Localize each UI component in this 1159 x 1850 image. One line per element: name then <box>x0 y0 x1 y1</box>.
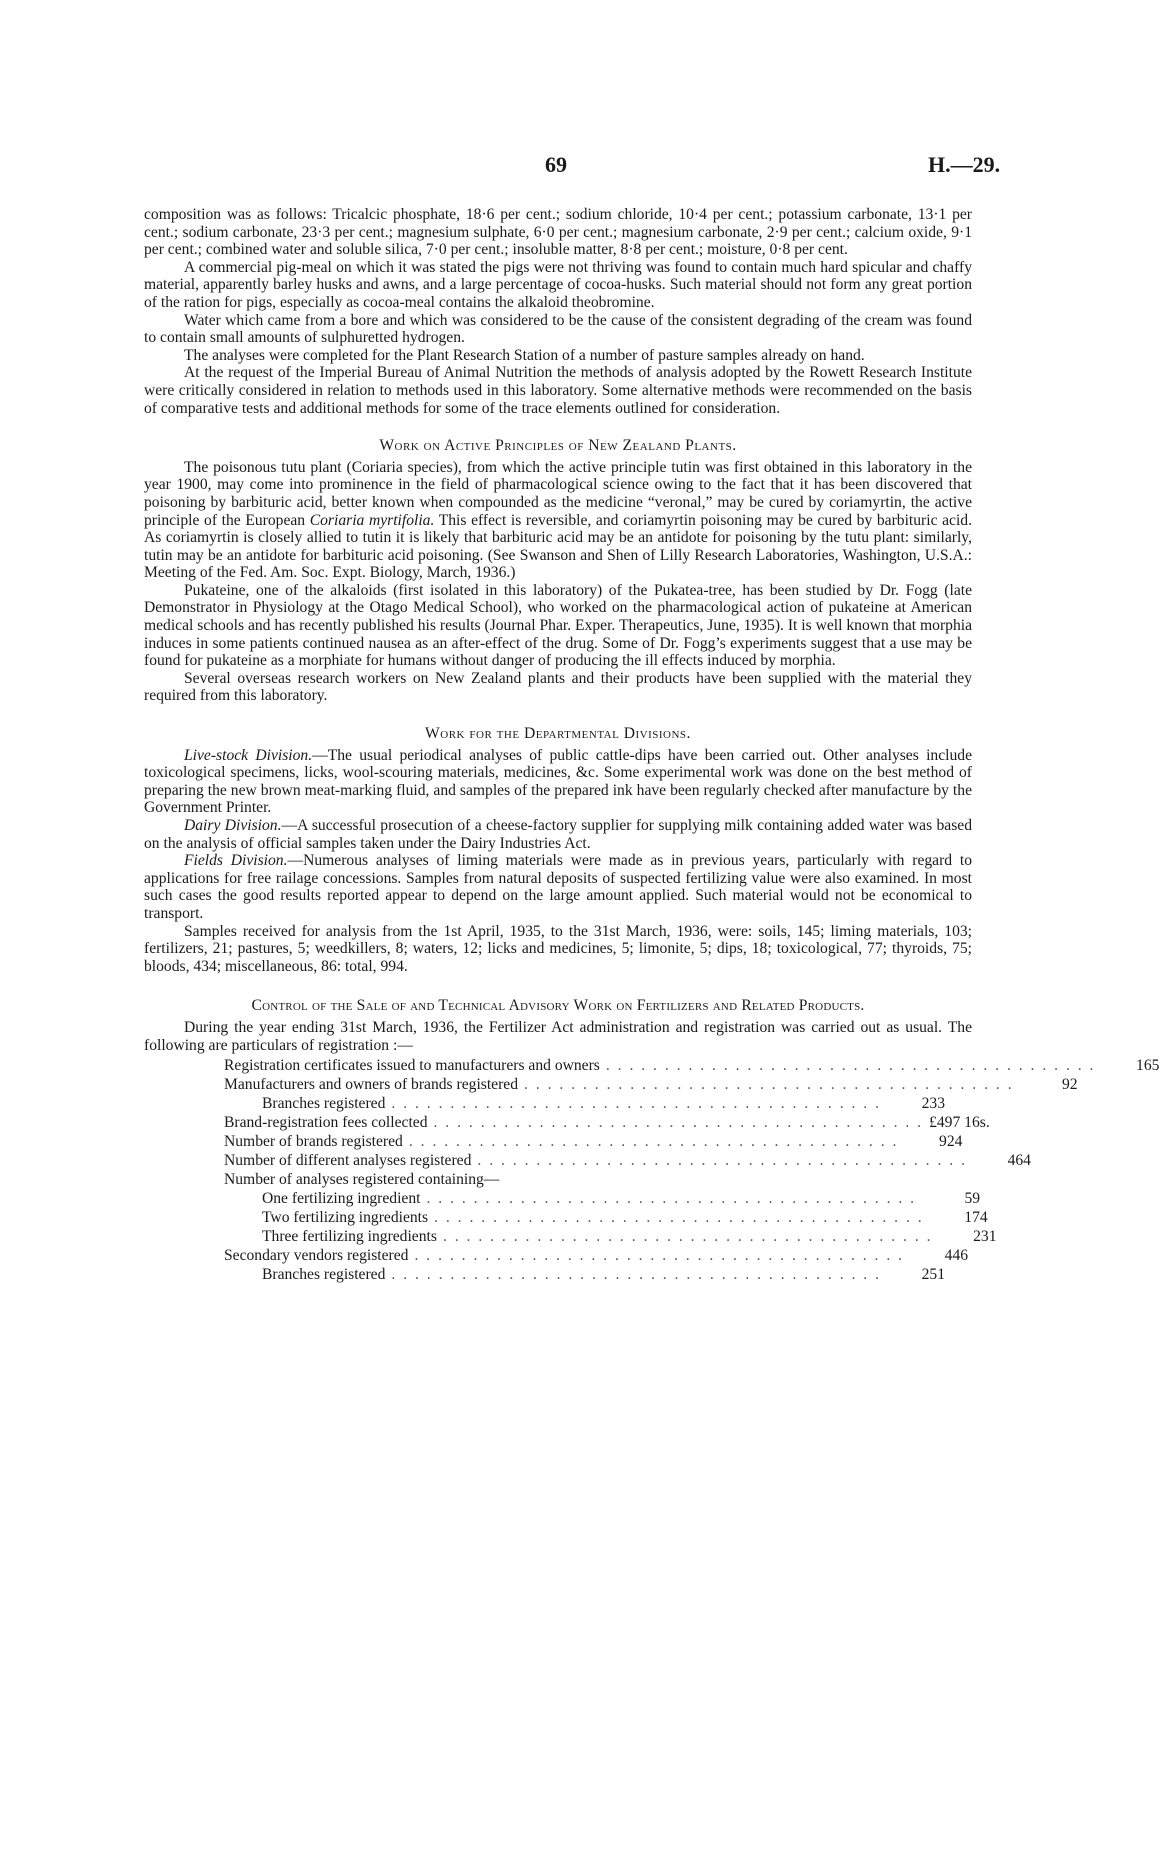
row-value: £497 16s. <box>929 1114 990 1132</box>
table-row: Manufacturers and owners of brands registered . . . . . . . . . . . . . . . . . . . . . . . . . . . . . . . . . . . . . . . . . . 92 <box>224 1076 1078 1094</box>
row-value: 231 <box>973 1228 997 1246</box>
row-label: One fertilizing ingredient <box>262 1190 421 1208</box>
paragraph-dairy <box>144 817 972 852</box>
dairy-text: —A successful prosecution of a cheese-factory supplier for supplying milk containing added water was based on the analysis of official samples taken under the Dairy Industries Act. <box>144 817 972 852</box>
paragraph-fertilizer-act: During the year ending 31st March, 1936, the Fertilizer Act administration and registration was carried out as usual. The following are particulars of registration :— <box>144 1018 972 1054</box>
table-row <box>224 1171 896 1190</box>
species-name: Coriaria myrtifolia. <box>309 511 435 529</box>
row-label: Secondary vendors registered <box>224 1247 409 1265</box>
row-label: Manufacturers and owners of brands registered <box>224 1076 519 1094</box>
row-value: 233 <box>921 1095 945 1113</box>
table-row: Branches registered . . . . . . . . . . . . . . . . . . . . . . . . . . . . . . . . . . . . . . . . . . 251 <box>262 1266 945 1284</box>
table-row: Secondary vendors registered . . . . . . . . . . . . . . . . . . . . . . . . . . . . . . . . . . . . . . . . . . 446 <box>224 1247 969 1265</box>
paragraph-fields <box>144 852 972 922</box>
row-label: Registration certificates issued to manufacturers and owners <box>224 1057 600 1075</box>
paragraph-imperial-bureau: At the request of the Imperial Bureau of Animal Nutrition the methods of analysis adopted by the Rowett Research Institute were critically considered in relation to methods used in this laboratory. Some alternative methods were recommended on the basis of comparative tests and additional methods for some of the trace elements outlined for consideration. <box>144 364 972 417</box>
row-label: Branches registered <box>262 1266 386 1284</box>
row-value: 165 <box>1136 1057 1159 1075</box>
table-row: Number of different analyses registered . . . . . . . . . . . . . . . . . . . . . . . . . . . . . . . . . . . . . . . . . . 464 <box>224 1152 1031 1170</box>
row-label: Number of different analyses registered <box>224 1152 472 1170</box>
document-body <box>144 206 1159 1285</box>
paragraph-water: Water which came from a bore and which was considered to be the cause of the consistent degrading of the cream was found to contain small amounts of sulphuretted hydrogen. <box>144 311 972 347</box>
table-row: Two fertilizing ingredients . . . . . . . . . . . . . . . . . . . . . . . . . . . . . . . . . . . . . . . . . . 174 <box>262 1209 988 1227</box>
row-label: Number of analyses registered containing— <box>224 1171 500 1189</box>
row-value: 251 <box>921 1266 945 1284</box>
registration-table <box>224 1057 1159 1285</box>
paragraph-pig-meal: A commercial pig-meal on which it was stated the pigs were not thriving was found to contain much hard spicular and chaffy material, apparently barley husks and awns, and a large percentage of cocoa-husks. Such material should not form any great portion of the ration for pigs, especially as cocoa-meal contains the alkaloid theobromine. <box>144 258 972 311</box>
row-value: 59 <box>964 1190 981 1208</box>
paragraph-tutu-plant <box>144 459 972 582</box>
table-row: Brand-registration fees collected . . . . . . . . . . . . . . . . . . . . . . . . . . . . . . . . . . . . . . . . . . £497 16s. <box>224 1114 990 1132</box>
row-label: Three fertilizing ingredients <box>262 1228 437 1246</box>
fields-text: —Numerous analyses of liming materials were made as in previous years, particularly with regard to applications for free railage concessions. Samples from natural deposits of suspected fertilizing value were also examined. In most such cases the good results reported appear to depend on the large amount applied. Such material would not be economical to transport. <box>144 852 972 922</box>
table-row: Three fertilizing ingredients . . . . . . . . . . . . . . . . . . . . . . . . . . . . . . . . . . . . . . . . . . 231 <box>262 1228 997 1246</box>
fields-label: Fields Division. <box>184 852 288 870</box>
paragraph-livestock <box>144 747 972 817</box>
livestock-label: Live-stock Division. <box>184 746 313 764</box>
row-value: 92 <box>1062 1076 1078 1094</box>
row-label: Brand-registration fees collected <box>224 1114 428 1132</box>
table-row: Registration certificates issued to manufacturers and owners . . . . . . . . . . . . . . . . . . . . . . . . . . . . . . . . . . . . . . . . . . 165 <box>224 1057 1159 1075</box>
section-heading-fertilizers: Control of the Sale of and Technical Advisory Work on Fertilizers and Related Products. <box>251 997 865 1015</box>
row-value: 924 <box>939 1133 963 1151</box>
tutu-text-end: This effect is reversible, and coriamyrtin poisoning may be cured by barbituric acid. As coriamyrtin is closely allied to tutin it is likely that barbituric acid may be an antidote for poisoning by the tutu plant: similarly, tutin may be an antidote for barbituric acid poisoning. (See Swanson and Shen of Lilly Research Laboratories, Washington, U.S.A.: Meeting of the Fed. Am. Soc. Expt. Biology, March, 1936.) <box>144 511 973 582</box>
section-heading-active-principles: Work on Active Principles of New Zealand Plants. <box>379 437 737 455</box>
dairy-label: Dairy Division. <box>184 817 282 834</box>
row-value: 174 <box>964 1209 988 1227</box>
row-value: 464 <box>1007 1152 1031 1170</box>
livestock-text: —The usual periodical analyses of public cattle-dips have been carried out. Other analyses include toxicological specimens, licks, wool-scouring materials, medicines, &c. Some experimental work was done on the best method of preparing the new brown meat-marking fluid, and samples of the prepared ink have been regularly checked after manufacture by the Government Printer. <box>144 746 972 817</box>
table-row: Number of brands registered . . . . . . . . . . . . . . . . . . . . . . . . . . . . . . . . . . . . . . . . . . 924 <box>224 1133 963 1151</box>
row-label: Two fertilizing ingredients <box>262 1209 429 1227</box>
table-row: One fertilizing ingredient . . . . . . . . . . . . . . . . . . . . . . . . . . . . . . . . . . . . . . . . . . 59 <box>262 1190 981 1208</box>
row-label: Number of brands registered <box>224 1133 403 1151</box>
row-value: 446 <box>944 1247 969 1265</box>
paragraph-samples-received: Samples received for analysis from the 1st April, 1935, to the 31st March, 1936, were: soils, 145; liming materials, 103; fertilizers, 21; pastures, 5; weedkillers, 8; waters, 12; licks and medicines, 5; limonite, 5; dips, 18; toxicological, 77; thyroids, 75; bloods, 434; miscellaneous, 86: total, 994. <box>144 922 972 975</box>
paragraph-overseas-workers: Several overseas research workers on New Zealand plants and their products have been supplied with the material they required from this laboratory. <box>144 669 972 705</box>
section-heading-departmental: Work for the Departmental Divisions. <box>425 725 691 743</box>
row-label: Branches registered <box>262 1095 386 1113</box>
page-number: 69 <box>545 152 567 177</box>
paragraph-pasture-samples: The analyses were completed for the Plant Research Station of a number of pasture samples already on hand. <box>184 346 865 364</box>
tutu-text-start: The poisonous tutu plant (Coriaria species), from which the active principle tutin was first obtained in this laboratory in the year 1900, may come into prominence in the field of pharmacological science owing to the fact that it has been discovered that poisoning by barbituric acid, better known when compounded as the medicine “veronal,” may be cured by coriamyrtin, the active principle of the European <box>144 458 972 529</box>
paragraph-pukateine: Pukateine, one of the alkaloids (first isolated in this laboratory) of the Pukatea-tree, has been studied by Dr. Fogg (late Demonstrator in Physiology at the Otago Medical School), who worked on the pharmacological action of pukateine at American medical schools and has recently published his results (Journal Phar. Exper. Therapeutics, June, 1935). It is well known that morphia induces in some patients continued nausea as an after-effect of the drug. Some of Dr. Fogg’s experiments suggest that a use may be found for pukateine as a morphiate for humans without danger of producing the ill effects induced by morphia. <box>144 581 972 670</box>
report-reference: H.—29. <box>928 152 1001 177</box>
paragraph-composition: composition was as follows: Tricalcic phosphate, 18·6 per cent.; sodium chloride, 10·4 per cent.; potassium carbonate, 13·1 per cent.; sodium carbonate, 23·3 per cent.; magnesium sulphate, 6·0 per cent.; magnesium carbonate, 2·9 per cent.; calcium oxide, 9·1 per cent.; combined water and soluble silica, 7·0 per cent.; insoluble matter, 8·8 per cent.; moisture, 0·8 per cent. <box>144 206 972 259</box>
table-row: Branches registered . . . . . . . . . . . . . . . . . . . . . . . . . . . . . . . . . . . . . . . . . . 233 <box>262 1095 945 1113</box>
